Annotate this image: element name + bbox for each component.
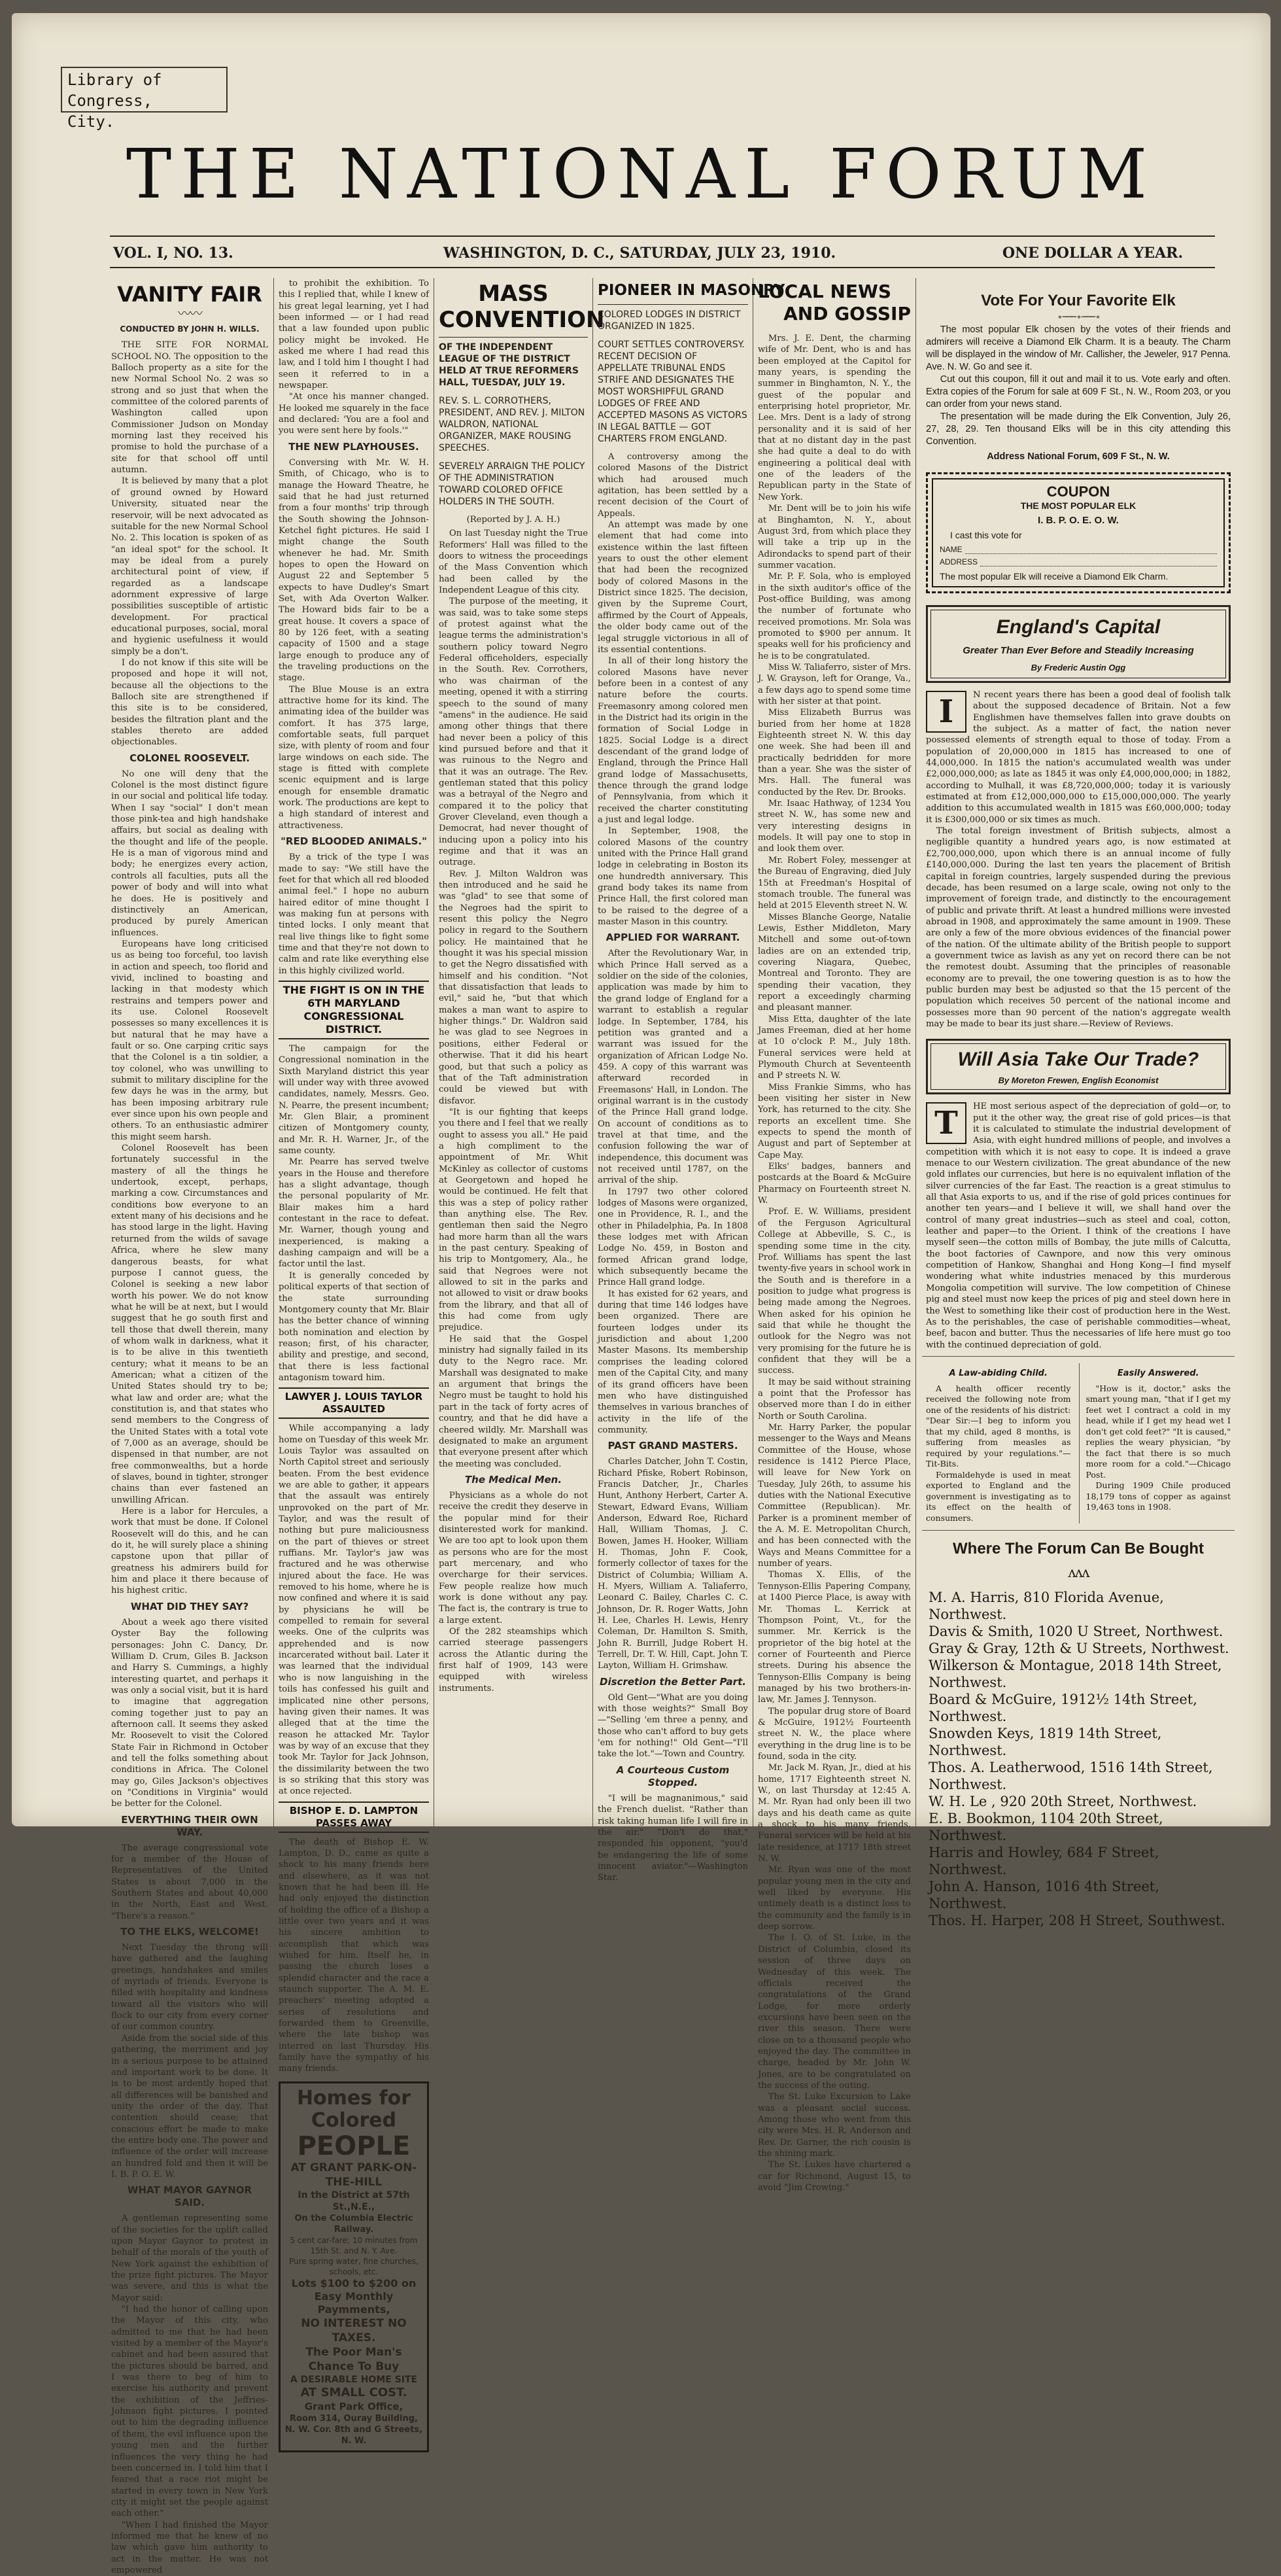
article-paragraph: While accompanying a lady home on Tuesday of this week Mr. Louis Taylor was assaulted on North Capitol street and seriously beaten. From the best evidence we are able to gather, it appears that the assault was entirely unprovoked on the part of Mr. Taylor, and was the result of nothing but pure maliciousness on the part of thieves or street ruffians. Mr. Taylor's jaw was fractured and he was otherwise injured about the face. He was removed to his home, where he is now confined and where it is said by physicians he will be compelled to remain for several weeks. One of the culprits was apprehended and is now incarcerated without bail. Later it was learned that the individual who is now languishing in the toils has confessed his guilt and implicated nine other persons, having given their names. It was alleged that at the time the reason he attacked Mr. Taylor was by way of an excuse that they took Mr. Taylor for Jack Johnson, the dissimilarity between the two is so striking that this story was at once rejected. — [279, 1423, 429, 1797]
column-divider — [915, 278, 916, 1828]
ad-headline: Homes for Colored — [296, 2086, 411, 2132]
coupon-subtitle: THE MOST POPULAR ELK — [1020, 500, 1136, 511]
mass-convention-column — [439, 278, 605, 1822]
store-entry: E. B. Bookmon, 1104 20th Street, Northwest. — [929, 1811, 1163, 1844]
store-entry: M. A. Harris, 810 Florida Avenue, Northwest. — [929, 1590, 1164, 1623]
news-item: Misses Blanche George, Natalie Lewis, Esther Middleton, Mary Mitchell and some out-of-town ladies are on an extended trip, covering Niagara, Quebec, Montreal and Toronto. They are spending their vacation, they report a exceedingly charming and pleasant manner. — [758, 912, 911, 1013]
volume-number: VOL. I, NO. 13. — [113, 245, 233, 262]
article-paragraph: Conversing with Mr. W. H. Smith, of Chicago, who is to manage the Howard Theatre, he said that he had just returned from a four months' trip through the South showing the Johnson-Ketchel fight pictures. He said I might change the South whenever he had. Mr. Smith hopes to open the Howard on August 22 and September 5 expects to have Dudley's Smart Set, with Ada Overton Walker. The Howard bids fair to be a great house. It covers a space of 80 by 126 feet, with a seating capacity of 1500 and a stage large enough to produce any of the traveling productions on the stage. — [279, 457, 429, 684]
news-item: Miss Frankie Simms, who has been visiting her sister in New York, has returned to the city. She reports an excellent time. She expects to spend the month of August and part of September at Cape May. — [758, 1082, 911, 1160]
elk-vote-body — [922, 324, 1235, 463]
article-paragraph: Europeans have long criticised us as being too forceful, too lavish in action and speech, too florid and vivid, inclined to boasting and lacking in that modesty which restrains and tempers power and its use. Colonel Roosevelt possesses so many excellences it is but natural that he may have a fault or so. One carping critic says that the Colonel is a tin soldier, a toy colonel, who was unwilling to submit to military discipline for the few days he was in the army, but has been imposing arbitrary rule ever since upon his own people and others. To an enthusiastic admirer this might seem harsh. — [111, 939, 268, 1142]
news-item: The I. O. of St. Luke, in the District of Columbia, closed its session of three days on Wednesday of this week. The officials received the congratulations of the Grand Lodge, for more orderly excursions have been seen on the river this season. There were close on to a thousand people who enjoyed the day. The committee in charge, headed by Mr. John W. Jones, are to be congratulated on the success of the outing. — [758, 1933, 911, 2091]
section-heading: PAST GRAND MASTERS. — [607, 1440, 738, 1452]
section-heading: Discretion the Better Part. — [600, 1675, 746, 1688]
article-paragraph: After the Revolutionary War, in which Prince Hall served as a soldier on the side of the colonies, application was made by him to the grand lodge of England for a warrant to establish a regular lodge. In September, 1784, his petition was granted and a warrant was issued for the organization of African Lodge No. 459. A copy of this warrant was afterward recorded in Freemasons' Hall, in London. The original warrant is in the custody of the Prince Hall grand lodge. On account of conditions as to travel at that time, and the confusion following the war of independence, this document was not received until 1787, on the arrival of the ship. — [598, 949, 748, 1186]
ad-text: The Poor Man's Chance To Buy — [305, 2345, 402, 2373]
store-entry: Gray & Gray, 12th & U Streets, Northwest. — [929, 1641, 1229, 1657]
pioneer-masonry-column — [598, 278, 785, 1883]
drop-cap: I — [926, 691, 966, 733]
report-credit: (Reported by J. A. H.) — [466, 515, 560, 525]
right-section — [922, 278, 1235, 1929]
article-paragraph: In 1797 two other colored lodges of Masons were organized, one in Providence, R. I., and the other in Philadelphia, Pa. In 1808 these lodges met with African Lodge No. 459, in Boston and formed African grand lodge, which subsequently became the Prince Hall grand lodge. — [598, 1187, 748, 1288]
stamp-line: City. — [67, 113, 115, 131]
article-paragraph: During 1909 Chile produced 18,179 tons of copper as against 19,463 tons in 1908. — [1085, 1480, 1231, 1512]
section-heading: A Law-abiding Child. — [949, 1368, 1048, 1378]
store-entry: Board & McGuire, 1912½ 14th Street, Northwest. — [929, 1692, 1197, 1725]
ad-text: On the Columbia Electric Railway. — [294, 2213, 413, 2235]
article-paragraph: Next Tuesday the throng will have gathered and the laughing greetings, handshakes and smiles of myriads of friends. Everyone is filled with hospitality and kindness toward all the visitors who will flock to our city from every corner of our common country. — [111, 1943, 268, 2032]
article-paragraph: A controversy among the colored Masons of the District which had aroused much agitation, has been settled by a recent decision of the Court of Appeals. — [598, 452, 748, 519]
mass-convention-title: MASS CONVENTION — [439, 281, 605, 333]
article-paragraph: THE SITE FOR NORMAL SCHOOL NO. The opposition to the Balloch property as a site for the new Normal School No. 2 was so strong and so just that when the committee of the colored parents of Washington called upon Commissioner Judson on Monday morning last they received his promise to hold the purchase of a site for that school off until autumn. — [111, 340, 268, 476]
article-deck: REV. S. L. CORROTHERS, PRESIDENT, AND REV. J. MILTON WALDRON, NATIONAL ORGANIZER, MAKE ROUSING SPEECHES. — [439, 396, 585, 453]
asia-trade-title: Will Asia Take Our Trade? — [957, 1049, 1199, 1071]
store-entry: W. H. Le , 920 20th Street, Northwest. — [929, 1794, 1197, 1810]
article-paragraph: "It is our fighting that keeps you there and I feel that we really ought to assess you all." He paid a high compliment to the appointment of Mr. Whit McKinley as collector of customs at Georgetown and hoped he would be continued. He felt that this was a step of policy rather than anything else. The Rev. gentleman then said the Negro had more harm than all the wars in the past century. Speaking of his trip to Montgomery, Ala., he said that Negroes were not allowed to sit in the parks and not allowed to visit or draw books from the library, and that all of this had come from ugly prejudice. — [439, 1107, 588, 1333]
ornament: ∘ ─── ∘ ─── ∘ — [1057, 312, 1099, 322]
store-entry: Harris and Howley, 684 F Street, Northwest. — [929, 1845, 1159, 1878]
article-paragraph: Of the 282 steamships which carried steerage passengers across the Atlantic during the first half of 1909, 143 were equipped with wireless instruments. — [439, 1627, 588, 1694]
asia-trade-article — [922, 1094, 1235, 1351]
bishop-obituary-title: BISHOP E. D. LAMPTON PASSES AWAY — [289, 1804, 418, 1829]
england-capital-deck: Greater Than Ever Before and Steadily Increasing — [963, 645, 1194, 656]
news-item: Mr. Robert Foley, messenger at the Bureau of Engraving, died July 15th at Freedman's Hospital of stomach trouble. The funeral was held at 2015 Eleventh street N. W. — [758, 855, 911, 911]
article-paragraph: "I will be magnanimous," said the French duelist. "Rather than risk taking human life I will fire in the air." "Don't do that," responded his opponent, "you'd be endangering the life of some innocent aviator."—Washington Star. — [598, 1793, 748, 1883]
ad-text: Room 314, Ouray Building, — [290, 2413, 418, 2424]
local-news-title: LOCAL NEWS — [758, 281, 892, 302]
news-item: The popular drug store of Board & McGuire, 1912½ Fourteenth street N. W., the place where everything in the drug line is to be found, soda in the city. — [758, 1706, 911, 1762]
lawyer-assault-title: LAWYER J. LOUIS TAYLOR ASSAULTED — [284, 1391, 423, 1416]
news-item: Mr. Jack M. Ryan, Jr., died at his home, 1717 Eighteenth street N. W., on last Thursday at 12:45 A. M. Mr. Ryan had only been ill two days and his death came as quite a shock to his many friends. Funeral services will be held at his late residence, at 1717 18th street N. W. — [758, 1763, 911, 1864]
ornament: ʌʌʌ — [1068, 1565, 1089, 1582]
library-stamp — [61, 67, 228, 131]
ad-text: Pure spring water, fine churches, schools, etc. — [289, 2256, 418, 2276]
article-paragraph: On last Tuesday night the True Reformers' Hall was filled to the doors to witness the proceedings of the Mass Convention which had been called by the Independent League of this city. — [439, 529, 588, 596]
store-list — [922, 1589, 1235, 1929]
column-divider — [592, 278, 593, 1828]
article-paragraph: "I had the honor of calling upon the Mayor of this city, who admitted to me that he had been visited by a member of the Mayor's cabinet and had been assured that the pictures should be barred, and I was there to beg of him to exercise his authority and prevent the exhibition of the Jeffries-Johnson fight pictures. I pointed out to him the degrading influence of them, the evil influence upon the young men and the further influences the very thing he had been concerned in. I told him that I feared that a race riot might be started in every town in New York city it might set the people against each other." — [111, 2305, 268, 2519]
ad-text: Lots $100 to $200 on Easy Monthly Paymments, — [291, 2276, 417, 2316]
ad-text: A DESIRABLE HOME SITE — [290, 2374, 418, 2385]
masthead-rule — [110, 235, 1215, 237]
ad-headline: PEOPLE — [297, 2131, 411, 2161]
article-paragraph: Charles Datcher, John T. Costin, Richard Pfiske, Robert Robinson, Francis Datcher, Jr., Charles Hunt, Anthony Herbert, Carter A. Stewart, Edward Evans, William Anderson, Edward Roe, Richard Hall, William Thomas, J. C. Bowen, James H. Hooker, William H. Thomas, John F. Cook, formerly collector of taxes for the District of Columbia; William A. H. Myers, William A. Taliaferro, Leonard C. Bailey, Charles C. C. Johnson, Dr. R. Roger Watts, John H. Lee, Charles H. Lewis, Henry Coleman, Dr. Hamilton S. Smith, John R. Burrill, Judge Robert H. Terrell, Dr. T. W. Hill, Capt. John T. Layton, William H. Grimshaw. — [598, 1457, 748, 1671]
article-paragraph: Aside from the social side of this gathering, the merriment and joy in a serious purpose to be attained and important work to be done. It is to be most ardently hoped that all differences will be banished and unity the order of the day. That contention should cease; that conscious effort be made to make the entire body one. The power and influence of the order will increase an hundred fold and then it will be I. B. P. O. E. W. — [111, 2033, 268, 2180]
section-heading: Easily Answered. — [1117, 1368, 1199, 1378]
ornament: 〰〰 — [178, 305, 201, 321]
coupon-address-field[interactable] — [980, 557, 1217, 566]
easily-answered-item — [1079, 1363, 1231, 1524]
ad-text: In the District at 57th St.,N.E., — [298, 2189, 410, 2212]
article-paragraph: It is generally conceded by political experts of that section of the state surrounding Montgomery county that Mr. Blair has the better chance of winning both nomination and election by reason; first, of his character, ability and prestige, and second, that there is less factional antagonism toward him. — [279, 1270, 429, 1383]
news-item: Mr. Dent will be to join his wife at Binghamton, N. Y., about August 3rd, from which place they will take a trip up in the Adirondacks to spend part of their summer vacation. — [758, 504, 911, 570]
article-paragraph: Colonel Roosevelt has been fortunately successful in the mastery of all the things he undertook, except, perhaps, marking a cow. Circumstances and conditions bow everyone to an extent many of his decisions and he has stood large in the light. Having returned from the wilds of savage Africa, where he slew many dangerous beasts, for what purpose I cannot guess, the Colonel is seeking a new labor worth his power. We do not know what he will be at next, but I would suggest that he go south first and tell those that dwell therein, many of whom walk in darkness, what it is to be alive in this twentieth century; what it means to be an American; what a citizen of the United States should try to be; what law and order are; what the constitution is, and that states who send members to the Congress of the United States with a total vote of 7,000 as an average, should be dispensed in that number, are not free commonwealths, but a horde of slaves, bound in tighter, stronger chains than ever fastened an unwilling African. — [111, 1143, 268, 1505]
news-item: The St. Lukes have chartered a car for Richmond, August 15, to avoid "Jim Crowing." — [758, 2160, 911, 2193]
ad-text: Grant Park Office, — [304, 2400, 403, 2412]
article-paragraph: A health officer recently received the following note from one of the residents of his district: "Dear Sir:—I beg to inform you that my child, aged 8 months, is suffering from measles as required by your regulations."—Tit-Bits. — [926, 1383, 1071, 1469]
news-item: Mr. P. F. Sola, who is employed in the sixth auditor's office of the Post-office Building, was among the number of fortunate who received promotions. Mr. Sola was promoted to $900 per annum. It speaks well for his proficiency and he is to be congratulated. — [758, 572, 911, 661]
england-capital-article — [922, 683, 1235, 1030]
article-paragraph: N recent years there has been a good deal of foolish talk about the supposed decadence of Britain. Not a few Englishmen have themselves fallen into grave doubts on the subject. As a matter of fact, the nation never possessed elements of strength equal to those of today. From a population of 20,000,000 in 1815 has increased to one of 44,000,000. In 1815 the nation's accumulated wealth was under £2,000,000,000; as late as 1845 it was only £4,000,000,000; in 1882, according to Mulhall, it was £8,720,000,000; today it is variously estimated at from £12,000,000,000 to £15,000,000,000. The yearly addition to this accumulated wealth in 1815 was £60,000,000; today it is £300,000,000 or six times as much. — [926, 690, 1231, 825]
news-item: Elks' badges, banners and postcards at the Board & McGuire Pharmacy on Fourteenth street N. W. — [758, 1162, 911, 1206]
asia-trade-banner — [926, 1039, 1231, 1094]
local-news-title: AND GOSSIP — [783, 303, 911, 324]
article-paragraph: "When I had finished the Mayor informed me that he knew of no law which gave him authority to act in the matter. He was not empowered — [111, 2520, 268, 2575]
ad-text: AT SMALL COST. — [300, 2385, 407, 2399]
coupon-title: COUPON — [1046, 483, 1110, 500]
dateline-rule — [110, 267, 1215, 268]
coupon-name-field[interactable] — [965, 544, 1217, 554]
forum-outlets — [922, 1530, 1235, 1929]
article-paragraph: An attempt was made by one element that had come into existence within the last fifteen years to oust the other element that had been the recognized body of colored Masons in the District since 1825. The decision, given by the Supreme Court, affirmed by the Court of Appeals, the older body came out of the legal struggle victorious in all of its essential contentions. — [598, 520, 748, 655]
short-items-row — [922, 1356, 1235, 1524]
article-paragraph: "At once his manner changed. He looked me squarely in the face and declared: 'You are a fool and you were sent here by fools.'" — [279, 392, 429, 436]
article-paragraph: No one will deny that the Colonel is the most distinct figure in our social and political life today. When I say "social" I don't mean those pink-tea and high handshake affairs, but social as dealing with the thought and life of the people. He is a man of vigorous mind and body; he energizes every action, controls all faculties, puts all the power of body and will into what he does. He is positively and distinctively an American, produced by purely American influences. — [111, 769, 268, 938]
england-capital-banner — [926, 605, 1231, 683]
store-entry: Thos. A. Leatherwood, 1516 14th Street, Northwest. — [929, 1760, 1213, 1793]
newspaper-page — [12, 13, 1271, 2575]
column-divider — [273, 278, 274, 1828]
article-paragraph: It is believed by many that a plot of ground owned by Howard University, situated near the reservoir, will be next advocated as suitable for the new Normal School No. 2. This location is spoken of as "an ideal spot" for the school. It may be ideal from a purely architectural point of view, if regarded as a landscape adornment expressive of large possibilities susceptible of artistic development. For practical educational purposes, social, moral and hygienic usefulness it would simply be a don't. — [111, 476, 268, 657]
store-entry: Thos. H. Harper, 208 H Street, Southwest. — [929, 1913, 1225, 1929]
section-heading: TO THE ELKS, WELCOME! — [120, 1926, 259, 1938]
vanity-fair-byline: CONDUCTED BY JOHN H. WILLS. — [120, 324, 260, 334]
england-capital-title: England's Capital — [996, 616, 1161, 638]
article-paragraph: The death of Bishop E. W. Lampton, D. D., came as quite a shock to his many friends here and elsewhere, as it was not known that he had been ill. He had only enjoyed the distinction of holding the office of a Bishop a little over two years and it was his sincere ambition to accomplish that which was wished for him. Itself he, in passing the church loses a splendid character and the race a staunch supporter. The A. M. E. preachers' meeting adopted a series of resolutions and forwarded them to Greenville, where the late bishop was interred on last Thursday. His family have the sympathy of his many friends. — [279, 1837, 429, 2074]
coupon-address-label: ADDRESS — [940, 557, 978, 566]
article-paragraph: In all of their long history the colored Masons have never before been in a contest of any nature before the courts. Freemasonry among colored men in the District had its origin in the formation of Social Lodge in 1825. Social Lodge is a direct descendant of the grand lodge of England, through the Prince Hall grand lodge of Massachusetts, thence through the grand lodge of Pennsylvania, from which it received the charter constituting a just and legal lodge. — [598, 656, 748, 825]
section-heading: WHAT DID THEY SAY? — [130, 1600, 249, 1612]
section-heading: WHAT MAYOR GAYNOR SAID. — [127, 2184, 252, 2209]
masthead-title: THE NATIONAL FORUM — [126, 134, 1157, 214]
article-paragraph: The total foreign investment of British subjects, almost a negligible quantity a hundred years ago, is now estimated at £2,700,000,000, upon which there is an annual income of fully £140,000,000. During the last ten years the placement of British capital in foreign countries, largely suspended during the previous decade, has been resumed on a large scale, owing not only to the improvement of foreign trade, and distinctly to the encouragement of public and private thrift. At least a hundred millions were invested abroad in 1908, and approximately the same amount in 1909. These are only a few of the more obvious evidences of the financial power of the nation. Of the ultimate ability of the British people to support a government twice as lavish as any yet on record there can be not the remotest doubt. Assuming that the principles of reasonable economy are to prevail, the one towering question is as to how the public burden may best be adjusted so that the 15 percent of the population which receives 50 percent of the national income and possesses more than 90 percent of the nation's aggregate wealth may be made to bear its just share.—Review of Reviews. — [926, 826, 1231, 1029]
coupon-box[interactable] — [926, 472, 1231, 593]
ad-text: N. W. Cor. 8th and G Streets, N. W. — [284, 2424, 423, 2446]
article-paragraph: The campaign for the Congressional nomination in the Sixth Maryland district this year will under way with three avowed candidates, namely, Messrs. Geo. N. Pearre, the present incumbent; Mr. Glen Blair, a prominent citizen of Montgomery county, and Mr. R. H. Warner, Jr., of the same county. — [279, 1043, 429, 1157]
article-deck: SEVERELY ARRAIGN THE POLICY OF THE ADMINISTRATION TOWARD COLORED OFFICE HOLDERS IN THE SOUTH. — [439, 461, 585, 507]
dateline: WASHINGTON, D. C., SATURDAY, JULY 23, 1910. — [443, 245, 836, 262]
article-paragraph: The Blue Mouse is an extra attractive home for its kind. The animating idea of the builder was comfort. It has 375 large, comfortable seats, full parquet size, with plenty of room and four large windows on each side. The stage is fitted with complete scenic equipment and is large enough for ensemble dramatic work. The productions are kept to a high standard of interest and attractiveness. — [279, 684, 429, 831]
news-item: Mr. Ryan was one of the most popular young men in the city and well liked by everyone. His untimely death is a distinct loss to the community and the family is in deep sorrow. — [758, 1865, 911, 1932]
article-paragraph: The most popular Elk chosen by the votes of their friends and admirers will receive a Diamond Elk Charm. It is a beauty. The Charm will be displayed in the window of Mr. Callisher, the Jeweler, 917 Penna. Ave. N. W. Go and see it. — [926, 324, 1231, 372]
forum-outlets-title: Where The Forum Can Be Bought — [953, 1540, 1204, 1558]
news-item: The St. Luke Excursion to Lake was a pleasant social success. Among those who went from this city were Mrs. H. R. Anderson and Rev. Dr. Garner, the rich cousin is the shining mark. — [758, 2092, 911, 2159]
article-paragraph: A gentleman representing some of the societies for the uplift called upon Mayor Gaynor to protest in behalf of the morals of the youth of New York against the exhibition of the prize fight pictures. The Mayor was severe, and this is what the Mayor said: — [111, 2214, 268, 2303]
article-paragraph: The average congressional vote for a member of the House of Representatives of the United States is about 7,000 in the Southern States and about 40,000 in the North, East and West. "There's a reason." — [111, 1843, 268, 1921]
england-capital-byline: By Frederic Austin Ogg — [1031, 663, 1126, 672]
section-heading: THE NEW PLAYHOUSES. — [288, 440, 419, 453]
news-item: Miss W. Taliaferro, sister of Mrs. J. W. Grayson, left for Orange, Va., a few days ago to spend some time with her sister at that point. — [758, 662, 911, 706]
elk-address: Address National Forum, 609 F St., N. W. — [987, 451, 1170, 462]
article-paragraph: Formaldehyde is used in meat exported to England and the government is investigating as to its effect on the health of consumers. — [926, 1469, 1071, 1523]
store-entry: Wilkerson & Montague, 2018 14th Street, Northwest. — [929, 1658, 1222, 1691]
article-paragraph: Cut out this coupon, fill it out and mail it to us. Vote early and often. Extra copies of the Forum for sale at 609 F St., N. W., Room 203, or you can order from your news stand. — [926, 374, 1231, 409]
news-item: Miss Etta, daughter of the late James Freeman, died at her home at 10 o'clock P. M., July 18th. Funeral services were held at Plymouth Church at Seventeenth and P streets N. W. — [758, 1014, 911, 1081]
vanity-fair-continued-column — [279, 278, 429, 2446]
article-paragraph: By a trick of the type I was made to say: "We still have the feet for that which all red blooded animal feel." I hope no auburn haired editor of mine thought I was making fun at persons with tinted locks. I only meant that real live things like to fight some time and that they're not down to calm and rate like everything else in this highly civilized world. — [279, 852, 429, 976]
store-entry: Snowden Keys, 1819 14th Street, Northwest. — [929, 1726, 1162, 1759]
ad-text: AT GRANT PARK-ON-THE-HILL — [290, 2161, 417, 2189]
news-item: Thomas X. Ellis, of the Tennyson-Ellis Papering Company, at 1400 Pierce Place, is away with Mr. Thomas L. Kerrick at Thompson Point, Vt., for the summer. Mr. Kerrick is the proprietor of the big hotel at the corner of Fourteenth and Pierce streets. During his absence the Tennyson-Ellis Company is being managed by his two brothers-in-law, Mr. James J. Tennyson. — [758, 1570, 911, 1705]
subscription-price: ONE DOLLAR A YEAR. — [1002, 245, 1184, 262]
news-item: Mr. Isaac Hathway, of 1234 You street N. W., has some new and very interesting designs in models. It will pay one to stop in and look them over. — [758, 799, 911, 854]
drop-cap: T — [926, 1102, 966, 1144]
section-heading: A Courteous Custom Stopped. — [616, 1764, 730, 1788]
news-item: Miss Elizabeth Burrus was buried from her home at 1828 Eighteenth street N. W. this day one week. She had been ill and practically bedridden for more than a year. She was the sister of Mrs. Hall. The funeral was conducted by the Rev. Dr. Brooks. — [758, 708, 911, 797]
article-deck: COLORED LODGES IN DISTRICT ORGANIZED IN 1825. — [598, 304, 748, 332]
section-heading: COLONEL ROOSEVELT. — [129, 752, 250, 764]
article-paragraph: It has existed for 62 years, and during that time 146 lodges have been organized. There are fourteen lodges under its jurisdiction and about 1,200 Master Masons. Its membership comprises the leading colored men of the Capital City, and many of its grand officers have been men who have distinguished themselves in various branches of activity in the life of the community. — [598, 1289, 748, 1435]
coupon-instruction: I cast this vote for — [950, 530, 1022, 540]
article-paragraph: About a week ago there visited Oyster Bay the following personages: John C. Dancy, Dr. William D. Crum, Giles B. Jackson and Harry S. Cummings, a highly interesting quartet, and perhaps it was only a social visit, but it is hard to imagine that aggregation coming together just to pay an afternoon call. It seems they asked Mr. Roosevelt to visit the Colored State Fair in Richmond in October and tell the folks something about conditions in Africa. The Colonel may go, Giles Jackson's objectives on "Conditions in Virginia" would be better for the Colonel. — [111, 1617, 268, 1809]
article-paragraph: Mr. Pearre has served twelve years in the House and therefore has a slight advantage, though the personal popularity of Mr. Blair makes him a hard contestant in the race to defeat. Mr. Warner, though young and inexperienced, is making a dashing campaign and will be a factor until the last. — [279, 1157, 429, 1270]
coupon-order: I. B. P. O. E. O. W. — [1038, 515, 1119, 526]
local-news-column — [758, 278, 911, 2193]
law-abiding-item — [926, 1363, 1071, 1524]
article-paragraph: Physicians as a whole do not receive the credit they deserve in the popular mind for their disinterested work for mankind. We are too apt to look upon them as persons who are for the most part mercenary, and who overcharge for their services. Few people realize how much work is done without any pay. The fact is, the contrary is true to a large extent. — [439, 1490, 588, 1626]
maryland-fight-title: THE FIGHT IS ON IN THE 6TH MARYLAND CONGRESSIONAL DISTRICT. — [282, 983, 425, 1036]
section-heading: "RED BLOODED ANIMALS." — [281, 835, 427, 848]
stamp-line: Library of Congress, — [67, 71, 162, 110]
article-paragraph: Old Gent—"What are you doing with those weights?" Small Boy—"Selling 'em three a penny, and those who can't afford to buy gets 'em for nothing!" Old Gent—"I'll take the lot."—Town and Country. — [598, 1692, 748, 1760]
coupon-name-row — [940, 544, 1217, 554]
article-paragraph: He said that the Gospel ministry had signally failed in its duty to the Negro race. Mr. Marshall was designated to make an argument that brings the Negro must be taught to hold his part in the tack of forty acres of country, and that he did have a cheered wildly. Mr. Marshall was designated to make an argument that everyone present after which the meeting was concluded. — [439, 1334, 588, 1469]
store-entry: John A. Hanson, 1016 4th Street, Northwest. — [929, 1879, 1159, 1912]
article-paragraph: Here is a labor for Hercules, a work that must be done. If Colonel Roosevelt will do this, and he can do it, he will surely place a shining capstone upon that pillar of greatness his admirers build for him and place it there because of his highest critic. — [111, 1506, 268, 1596]
news-item: Mr. Harry Parker, the popular messenger to the Ways and Means Committee of the House, whose residence is 1412 Pierce Place, will leave for New York on Tuesday, July 26th, to assume his duties with the National Executive Committee (Republican). Mr. Parker is a prominent member of the A. M. E. Metropolitan Church, and has been connected with the Ways and Means Committee for a number of years. — [758, 1423, 911, 1569]
vanity-fair-column — [111, 278, 268, 2575]
article-paragraph: HE most serious aspect of the depreciation of gold—or, to put it the other way, the great rise of gold prices—is that it is calculated to stimulate the industrial development of Asia, with eight hundred millions of people, and involves a competition with which it is not easy to cope. It is indeed a grave menace to our Western civilization. The great abundance of the new gold inflates our currencies, but here is no equivalent inflation of the silver currencies of the far East. The reaction is a great stimulus to all that Asia exports to us, and if the rise of gold prices continues for another ten years—and I believe it will, we shall hand over the control of many great industries—such as steel and coal, cotton, leather and paper—to the Orient. I think of the creations I have myself seen—the cotton mills of Bombay, the jute mills of Calcutta, the boot factories of Cawnpore, and now this very ominous competition of Hankow, Shanghai and Hong Kong—I find myself wondering what white industries menaced by this murderous Mongolia competition will survive. The low competition of Chinese pig and steel must now keep the prices of pig and steel down here in the West to something like their cost of production here in the West. As to the perishables, the case of perishable commodities—wheat, beef, bacon and butter. Thus the necessaries of life here must go too with the continued depreciation of gold. — [926, 1102, 1231, 1350]
elk-vote-title: Vote For Your Favorite Elk — [981, 292, 1176, 309]
article-paragraph: Rev. J. Milton Waldron was then introduced and he said he was "glad" to see that some of the Negroes had the spirit to resent this policy the Negro policy in regard to the Southern policy. He maintained that he thought it was his special mission to get the Negro dissatisfied with himself and his condition. "Not that dissatisfaction that leads to evil," said he, "but that which makes a man want to aspire to higher things." Dr. Waldron said he was glad to see Negroes in positions, either Federal or otherwise. That it did his heart good, but that such a policy as that of the Taft administration could be viewed but with disfavor. — [439, 869, 588, 1106]
section-heading: APPLIED FOR WARRANT. — [606, 931, 740, 944]
article-paragraph: to prohibit the exhibition. To this I replied that, while I knew of his great legal learning, yet I had been informed — or I had read that a law founded upon public policy might be invoked. He asked me where I had read this law, and I told him I thought I had seen it referred to in a newspaper. — [279, 279, 429, 391]
asia-trade-byline: By Moreton Frewen, English Economist — [998, 1075, 1159, 1086]
ad-text: 5 cent car-fare; 10 minutes from 15th St. and N. Y. Ave. — [290, 2235, 418, 2255]
article-paragraph: The presentation will be made during the Elk Convention, July 26, 27, 28, 29. Ten thousand Elks will be in this city attending this Convention. — [926, 411, 1231, 447]
vanity-fair-title: VANITY FAIR — [117, 282, 262, 307]
section-heading: The Medical Men. — [464, 1473, 562, 1486]
article-deck: COURT SETTLES CONTROVERSY. RECENT DECISION OF APPELLATE TRIBUNAL ENDS STRIFE AND DESIGNATES THE MOST WORSHIPFUL GRAND LODGES OF FREE AND ACCEPTED MASONS AS VICTORS IN LEGAL BATTLE — GOT CHARTERS FROM ENGLAND. — [598, 339, 747, 444]
grant-park-ad — [279, 2081, 429, 2452]
article-deck: OF THE INDEPENDENT LEAGUE OF THE DISTRICT HELD AT TRUE REFORMERS HALL, TUESDAY, JULY 19. — [439, 337, 588, 389]
news-item: Prof. E. W. Williams, president of the Ferguson Agricultural College at Abbeville, S. C., is spending some time in the city. Prof. Williams has spent the last twenty-five years in school work in the South and is therefore in a position to judge what progress is being made among the Negroes. When asked for his opinion he said that while he thought the outlook for the Negro was not very promising for the future he is confident that they will be a success. — [758, 1207, 911, 1376]
article-paragraph: I do not know if this site will be proposed and hope it will not, because all the objections to the Balloch site are strengthened if this site is to be considered, besides the filtration plant and the stables thereto are added objectionables. — [111, 657, 268, 748]
coupon-footer: The most popular Elk will receive a Diamond Elk Charm. — [940, 571, 1169, 582]
article-paragraph: "How is it, doctor," asks the smart young man, "that if I get my feet wet I contract a cold in my head, while if I get my head wet I don't get cold feet?" "It is caused," replies the weary physician, "by the fact that there is so much more room for a cold."—Chicago Post. — [1085, 1383, 1231, 1480]
article-paragraph: The purpose of the meeting, it was said, was to take some steps of protest against what the league terms the administration's southern policy toward Negro Federal officeholders, especially in the South. Rev. Corrothers, who was chairman of the meeting, opened it with a stirring speech to the sound of many "amens" in the audience. He said among other things that there had never been a policy of this kind pursued before and that it was ruinous to the Negro and that it was an outrage. The Rev. gentleman stated that this policy was a betrayal of the Negro and compared it to the policy that Grover Cleveland, even though a Democrat, had never thought of inducing upon a policy into his regime and that it was an outrage. — [439, 597, 588, 868]
article-paragraph: In September, 1908, the colored Masons of the country united with the Prince Hall grand lodge in celebrating in Boston its one hundredth anniversary. This grand body takes its name from Prince Hall, the first colored man to be raised to the degree of a master Mason in this country. — [598, 826, 748, 928]
news-item: It may be said without straining a point that the Professor has observed more than I do in either North or South Carolina. — [758, 1377, 911, 1421]
pioneer-masonry-title: PIONEER IN MASONRY — [598, 282, 785, 299]
coupon-name-label: NAME — [940, 545, 963, 554]
ad-text: NO INTEREST NO TAXES. — [301, 2316, 407, 2344]
coupon-address-row — [940, 557, 1217, 566]
news-item: Mrs. J. E. Dent, the charming wife of Mr. Dent, who is and has been employed at the Capitol for many years, is spending the summer in Binghamton, N. Y., the guest of the popular and enterprising hotel proprietor, Mr. Lee. Mrs. Dent is a lady of strong personality and it is said of her that at no distant day in the past she had quite a deal to do with engineering a political deal with one of the leaders of the Republican party in the State of New York. — [758, 334, 911, 502]
store-entry: Davis & Smith, 1020 U Street, Northwest. — [929, 1624, 1223, 1640]
section-heading: EVERYTHING THEIR OWN WAY. — [121, 1813, 258, 1838]
